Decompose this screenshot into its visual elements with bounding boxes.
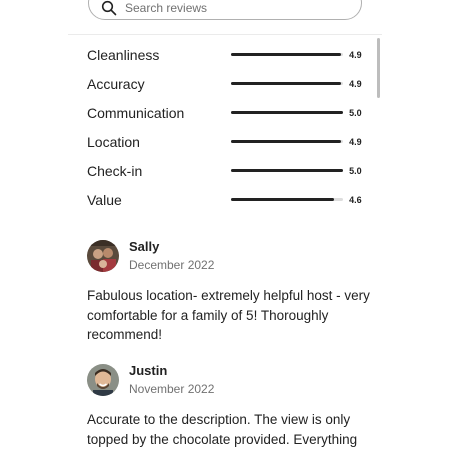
rating-bar-fill	[231, 53, 340, 56]
review-text: Fabulous location- extremely helpful host - very comfortable for a family of 5! Thoroughly recommend!	[87, 288, 370, 342]
avatar[interactable]	[87, 364, 119, 396]
rating-row-value	[87, 185, 367, 214]
reviewer-meta	[129, 239, 214, 273]
review-text: Accurate to the description. The view is only topped by the chocolate provided. Everything	[87, 412, 358, 447]
rating-bar-fill	[231, 169, 343, 172]
rating-value: 4.9	[349, 136, 362, 147]
review-card	[87, 238, 372, 345]
avatar-photo	[87, 364, 119, 396]
review-header	[87, 362, 372, 398]
scrollbar[interactable]	[377, 38, 380, 98]
rating-bar-track	[231, 169, 343, 172]
rating-bar-track	[231, 111, 343, 114]
reviewer-name: Sally	[129, 239, 160, 254]
rating-value: 5.0	[349, 107, 362, 118]
avatar[interactable]	[87, 240, 119, 272]
reviewer-name: Justin	[129, 363, 168, 378]
rating-row-communication	[87, 98, 367, 127]
left-backdrop	[0, 0, 68, 450]
review-header	[87, 238, 372, 274]
rating-row-location	[87, 127, 367, 156]
rating-bar-fill	[231, 198, 334, 201]
right-backdrop	[382, 0, 450, 450]
rating-bar-fill	[231, 140, 340, 143]
rating-label: Check-in	[87, 162, 143, 179]
avatar-photo	[87, 240, 119, 272]
review-date: December 2022	[129, 258, 215, 272]
rating-bar-track	[231, 140, 343, 143]
rating-row-cleanliness	[87, 40, 367, 69]
review-date: November 2022	[129, 382, 215, 396]
rating-value: 5.0	[349, 165, 362, 176]
rating-value: 4.6	[349, 194, 362, 205]
rating-bar-fill	[231, 111, 343, 114]
search-icon	[101, 0, 117, 16]
rating-bar-track	[231, 82, 343, 85]
search-bar[interactable]	[88, 0, 362, 20]
rating-label: Cleanliness	[87, 46, 160, 63]
rating-label: Communication	[87, 104, 185, 121]
rating-bar-fill	[231, 82, 340, 85]
review-card	[87, 362, 372, 449]
rating-label: Accuracy	[87, 75, 145, 92]
rating-breakdown	[87, 40, 367, 214]
rating-row-accuracy	[87, 69, 367, 98]
reviewer-meta	[129, 363, 214, 397]
rating-value: 4.9	[349, 78, 362, 89]
search-input[interactable]	[125, 1, 325, 15]
rating-label: Location	[87, 133, 140, 150]
rating-bar-track	[231, 53, 343, 56]
rating-bar-track	[231, 198, 343, 201]
rating-row-check-in	[87, 156, 367, 185]
rating-value: 4.9	[349, 49, 362, 60]
divider	[68, 34, 382, 35]
rating-label: Value	[87, 191, 122, 208]
